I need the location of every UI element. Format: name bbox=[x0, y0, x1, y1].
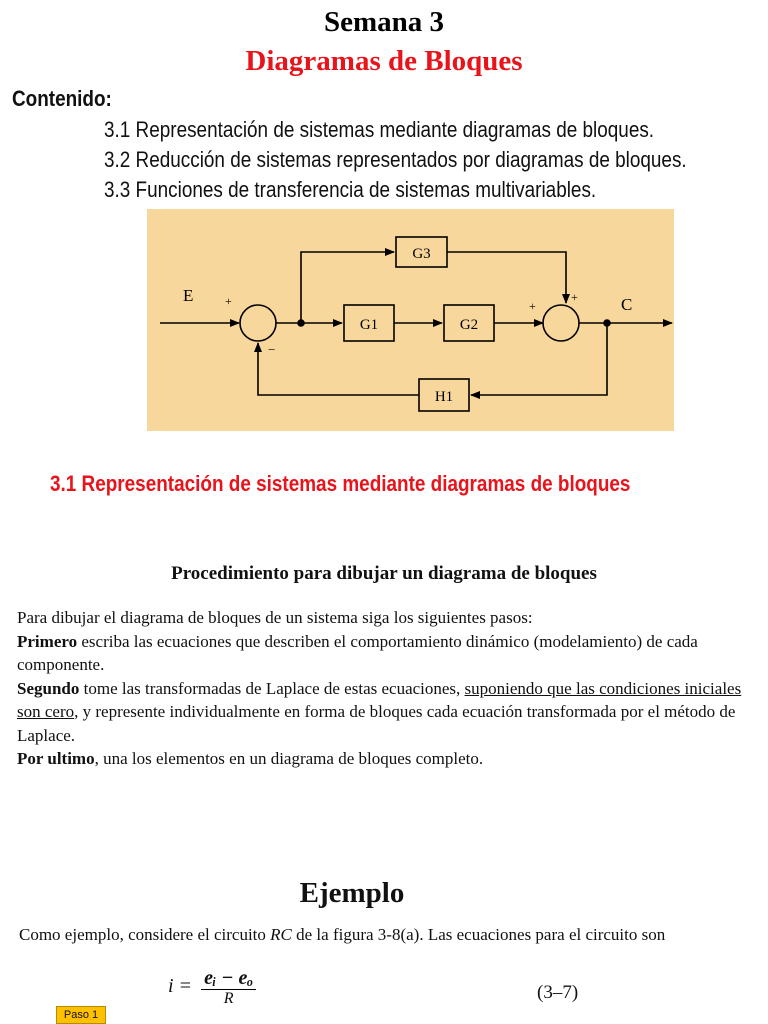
page-title: Semana 3 bbox=[323, 6, 445, 38]
sign-s2-left: + bbox=[529, 299, 536, 313]
equation-lhs: i = bbox=[168, 975, 193, 998]
equation-number: (3–7) bbox=[537, 982, 579, 1003]
block-diagram-figure bbox=[147, 209, 674, 431]
contents-label: Contenido: bbox=[12, 86, 112, 111]
block-h1-label: H1 bbox=[434, 389, 454, 405]
procedure-paragraph bbox=[17, 606, 757, 771]
page-subtitle: Diagramas de Bloques bbox=[245, 45, 523, 77]
step2-text-b: , y represente individualmente en forma de bloques cada ecuación transformada por el método de Laplace. bbox=[17, 702, 736, 745]
step-badge: Paso 1 bbox=[56, 1006, 106, 1024]
equation-denominator: R bbox=[223, 990, 234, 1007]
line-h1-to-s1 bbox=[258, 343, 419, 395]
block-diagram bbox=[147, 209, 674, 431]
block-g2-label: G2 bbox=[459, 317, 479, 333]
equation-fraction bbox=[201, 967, 256, 1008]
example-text-rc: RC bbox=[270, 925, 292, 944]
example-heading: Ejemplo bbox=[299, 877, 405, 909]
output-label: C bbox=[621, 295, 633, 314]
sign-s1-input: + bbox=[225, 294, 232, 308]
step1-text: escriba las ecuaciones que describen el comportamiento dinámico (modelamiento) de cada componente. bbox=[17, 631, 698, 674]
toc-item-3-2: 3.2 Reducción de sistemas representados por diagramas de bloques. bbox=[104, 147, 687, 172]
procedure-intro: Para dibujar el diagrama de bloques de un sistema siga los siguientes pasos: bbox=[17, 608, 533, 627]
example-text-b: de la figura 3-8(a). Las ecuaciones para el circuito son bbox=[291, 925, 666, 944]
example-text-a: Como ejemplo, considere el circuito bbox=[19, 925, 271, 944]
sign-s2-top: + bbox=[571, 290, 578, 304]
step2-underlined: suponiendo que las condiciones iniciales son cero bbox=[17, 678, 742, 721]
equation-numerator: eᵢ − eₒ bbox=[201, 967, 256, 990]
equation-3-7 bbox=[168, 967, 256, 1008]
toc-item-3-3: 3.3 Funciones de transferencia de sistemas multivariables. bbox=[104, 177, 597, 202]
procedure-title: Procedimiento para dibujar un diagrama de bloques bbox=[171, 563, 597, 584]
section-heading: 3.1 Representación de sistemas mediante diagramas de bloques bbox=[50, 471, 631, 496]
sign-s1-feedback: − bbox=[268, 342, 276, 357]
line-g3-to-s2 bbox=[447, 252, 566, 303]
step1-bold: Primero bbox=[17, 631, 78, 651]
summing-junction-1 bbox=[240, 305, 276, 341]
input-label: E bbox=[183, 286, 194, 305]
step3-bold: Por ultimo bbox=[17, 749, 95, 768]
step3-text: , una los elementos en un diagrama de bloques completo. bbox=[94, 749, 484, 768]
example-text bbox=[19, 925, 665, 945]
step2-bold: Segundo bbox=[17, 678, 80, 698]
summing-junction-2 bbox=[543, 305, 579, 341]
toc-item-3-1: 3.1 Representación de sistemas mediante diagramas de bloques. bbox=[104, 117, 655, 142]
step2-text-a: tome las transformadas de Laplace de estas ecuaciones, bbox=[79, 678, 465, 698]
block-g1-label: G1 bbox=[359, 317, 379, 333]
block-g3-label: G3 bbox=[412, 246, 431, 262]
line-branch-to-g3 bbox=[301, 252, 394, 323]
line-output-to-h1 bbox=[471, 323, 607, 395]
